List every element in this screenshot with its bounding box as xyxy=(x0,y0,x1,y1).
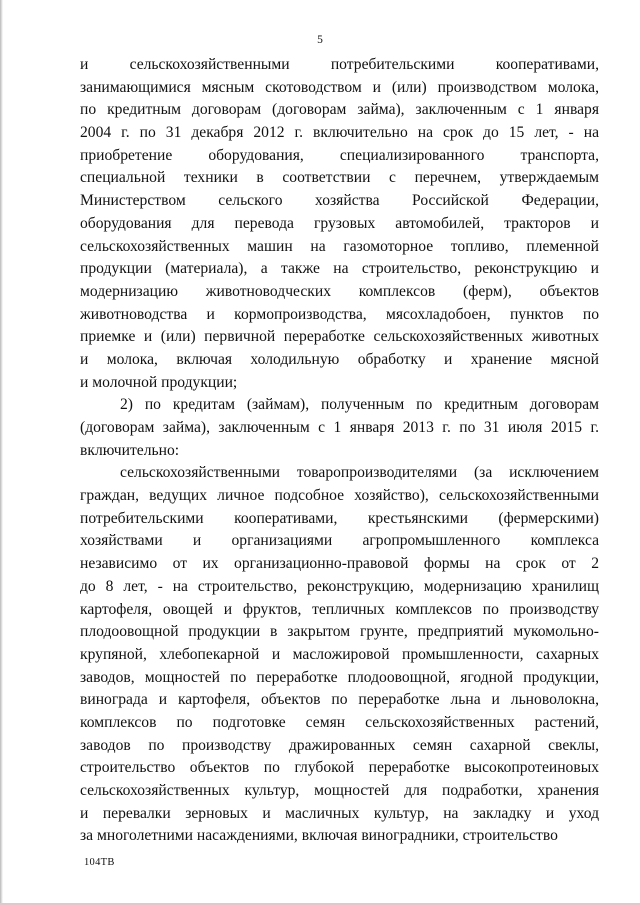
text-line: приемке и (или) первичной переработке сельскохозяйственных животных xyxy=(80,328,599,346)
text-line: оборудования для перевода грузовых автомобилей, тракторов и xyxy=(80,214,599,232)
text-line: и молока, включая холодильную обработку и хранение мясной xyxy=(80,350,599,368)
text-line: заводов, мощностей по переработке плодоовощной, ягодной продукции, xyxy=(80,668,599,686)
text-line: и перевалки зерновых и масличных культур, на закладку и уход xyxy=(80,804,599,822)
text-line: животноводства и кормопроизводства, мясохладобоен, пунктов по xyxy=(80,305,599,323)
text-line: (договорам займа), заключенным с 1 января 2013 г. по 31 июля 2015 г. xyxy=(80,419,599,436)
page-number: 5 xyxy=(317,34,323,46)
text-line: крупяной, хлебопекарной и масложировой промышленности, сахарных xyxy=(80,645,599,663)
text-line: и молочной продукции; xyxy=(80,373,238,391)
text-line: сельскохозяйственных машин на газомоторное топливо, племенной xyxy=(80,237,599,255)
text-line: и сельскохозяйственными потребительскими кооперативами, xyxy=(80,56,599,73)
footer-document-code: 104ТВ xyxy=(84,857,115,868)
text-line: потребительскими кооперативами, крестьянскими (фермерскими) xyxy=(80,509,599,527)
text-line: Министерством сельского хозяйства Российской Федерации, xyxy=(80,192,599,210)
text-line: 2004 г. по 31 декабря 2012 г. включительно на срок до 15 лет, - на xyxy=(80,124,599,142)
paragraph-p2 xyxy=(80,394,599,462)
text-line: продукции (материала), а также на строительство, реконструкцию и xyxy=(80,260,599,278)
text-line: комплексов по подготовке семян сельскохозяйственных растений, xyxy=(80,713,599,731)
paragraph-p1 xyxy=(80,54,599,394)
text-line: специальной техники в соответствии с перечнем, утверждаемым xyxy=(80,169,599,187)
text-line: по кредитным договорам (договорам займа), заключенным с 1 января xyxy=(80,101,599,119)
text-line: сельскохозяйственных культур, мощностей для подработки, хранения xyxy=(80,782,599,799)
text-line: включительно: xyxy=(80,441,180,459)
text-line: сельскохозяйственными товаропроизводителями (за исключением xyxy=(120,464,599,482)
text-line: занимающимися мясным скотоводством и (или) производством молока, xyxy=(80,78,599,96)
text-line: заводов по производству дражированных семян сахарной свеклы, xyxy=(80,736,599,754)
text-line: за многолетними насаждениями, включая виноградники, строительство xyxy=(80,827,558,845)
text-line: модернизацию животноводческих комплексов (ферм), объектов xyxy=(80,282,599,300)
document-body xyxy=(80,54,599,848)
text-line: 2) по кредитам (займам), полученным по кредитным договорам xyxy=(120,396,599,414)
text-line: винограда и картофеля, объектов по переработке льна и льноволокна, xyxy=(80,691,599,709)
text-line: до 8 лет, - на строительство, реконструкцию, модернизацию хранилищ xyxy=(80,577,599,595)
text-line: строительство объектов по глубокой переработке высокопротеиновых xyxy=(80,759,599,777)
text-line: независимо от их организационно-правовой формы на срок от 2 xyxy=(80,555,599,573)
text-line: граждан, ведущих личное подсобное хозяйство), сельскохозяйственными xyxy=(80,487,599,505)
text-line: картофеля, овощей и фруктов, тепличных комплексов по производству xyxy=(80,600,599,618)
paragraph-p3 xyxy=(80,462,599,848)
text-line: плодоовощной продукции в закрытом грунте, предприятий мукомольно- xyxy=(80,623,599,641)
text-line: приобретение оборудования, специализированного транспорта, xyxy=(80,146,599,164)
text-line: хозяйствами и организациями агропромышленного комплекса xyxy=(80,532,599,550)
page-edge-shadow xyxy=(0,0,3,905)
